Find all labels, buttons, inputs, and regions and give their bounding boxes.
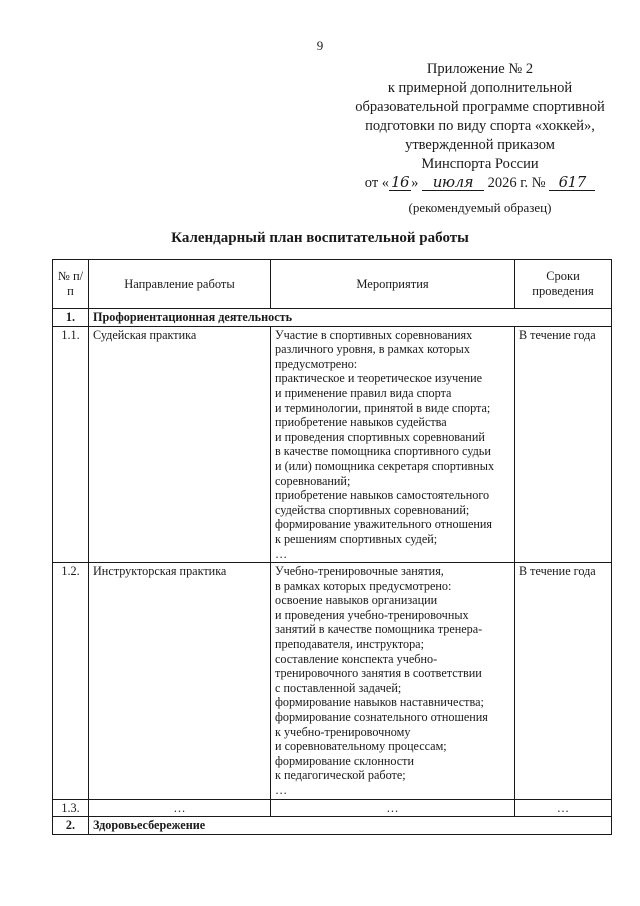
appendix-line: Приложение № 2 (426, 61, 534, 77)
section-title: Здоровьесбережение (89, 817, 612, 835)
sample-note: (рекомендуемый образец) (408, 200, 552, 215)
date-year: 2026 г. № (487, 175, 546, 191)
event-line: и применение правил вида спорта (275, 385, 452, 400)
event-line: в рамках которых предусмотрено: (275, 578, 452, 593)
event-line: формирование навыков наставничества; (275, 695, 484, 710)
row-direction: Инструкторская практика (89, 563, 271, 800)
event-line: тренировочного занятия в соответствии (275, 666, 482, 681)
appendix-line: образовательной программе спортивной (355, 99, 605, 115)
event-line: к педагогической работе; (275, 768, 406, 783)
document-title: Календарный план воспитательной работы (171, 230, 469, 246)
appendix-line: Минспорта России (421, 156, 539, 172)
event-line: составление конспекта учебно- (275, 651, 438, 666)
row-events (271, 563, 515, 800)
row-num: 1.1. (53, 326, 89, 563)
row-events (271, 326, 515, 563)
event-line: формирование склонности (275, 753, 415, 768)
event-line: с поставленной задачей; (275, 680, 402, 695)
event-line: Учебно-тренировочные занятия, (275, 564, 444, 579)
section-title: Профориентационная деятельность (89, 309, 612, 327)
page-number: 9 (316, 38, 324, 53)
event-line: и проведения спортивных соревнований (275, 429, 485, 444)
row-term: В течение года (515, 326, 612, 563)
table-section-row (53, 309, 612, 327)
row-direction: Судейская практика (89, 326, 271, 563)
table-row (53, 326, 612, 563)
event-line: к учебно-тренировочному (275, 724, 411, 739)
event-line: и терминологии, принятой в виде спорта; (275, 400, 491, 415)
event-line: занятий в качестве помощника тренера- (275, 622, 483, 637)
appendix-header (330, 60, 630, 193)
table-row (53, 799, 612, 817)
event-line: различного уровня, в рамках которых (275, 342, 470, 357)
event-line: и соревновательному процессам; (275, 739, 447, 754)
table-section-row (53, 817, 612, 835)
row-term: В течение года (515, 563, 612, 800)
event-line: формирование сознательного отношения (275, 710, 488, 725)
row-num: 1.2. (53, 563, 89, 800)
date-mid: » (411, 175, 419, 191)
appendix-line: утвержденной приказом (405, 137, 555, 153)
date-day-handwritten: 16 (391, 173, 410, 191)
appendix-line: к примерной дополнительной (387, 80, 573, 96)
event-line: и (или) помощника секретаря спортивных (275, 458, 495, 473)
section-num: 1. (53, 309, 89, 327)
row-term: … (515, 799, 612, 817)
event-line: формирование уважительного отношения (275, 517, 493, 532)
event-line: … (275, 546, 288, 561)
order-number-handwritten: 617 (549, 175, 595, 191)
event-line: соревнований; (275, 473, 351, 488)
table-row (53, 563, 612, 800)
date-month-handwritten: июля (422, 175, 484, 191)
event-line: преподавателя, инструктора; (275, 637, 424, 652)
event-line: практическое и теоретическое изучение (275, 371, 483, 386)
event-line: освоение навыков организации (275, 593, 438, 608)
row-num: 1.3. (53, 799, 89, 817)
event-line: приобретение навыков самостоятельного (275, 488, 490, 503)
order-date-line (330, 174, 630, 193)
appendix-line: подготовки по виду спорта «хоккей», (365, 118, 595, 134)
date-prefix: от « (364, 175, 390, 191)
event-line: предусмотрено: (275, 356, 358, 371)
event-line: Участие в спортивных соревнованиях (275, 327, 473, 342)
row-events: … (271, 799, 515, 817)
header-term: Сроки проведения (515, 260, 612, 309)
event-line: к решениям спортивных судей; (275, 531, 438, 546)
header-direction: Направление работы (89, 260, 271, 309)
table-header-row (53, 260, 612, 309)
event-line: и проведения учебно-тренировочных (275, 607, 469, 622)
row-direction: … (89, 799, 271, 817)
event-line: судейства спортивных соревнований; (275, 502, 470, 517)
event-line: приобретение навыков судейства (275, 415, 447, 430)
event-line: в качестве помощника спортивного судьи (275, 444, 491, 459)
header-num: № п/п (53, 260, 89, 309)
header-events: Мероприятия (271, 260, 515, 309)
event-line: … (275, 783, 288, 797)
section-num: 2. (53, 817, 89, 835)
calendar-plan-table (52, 259, 612, 835)
